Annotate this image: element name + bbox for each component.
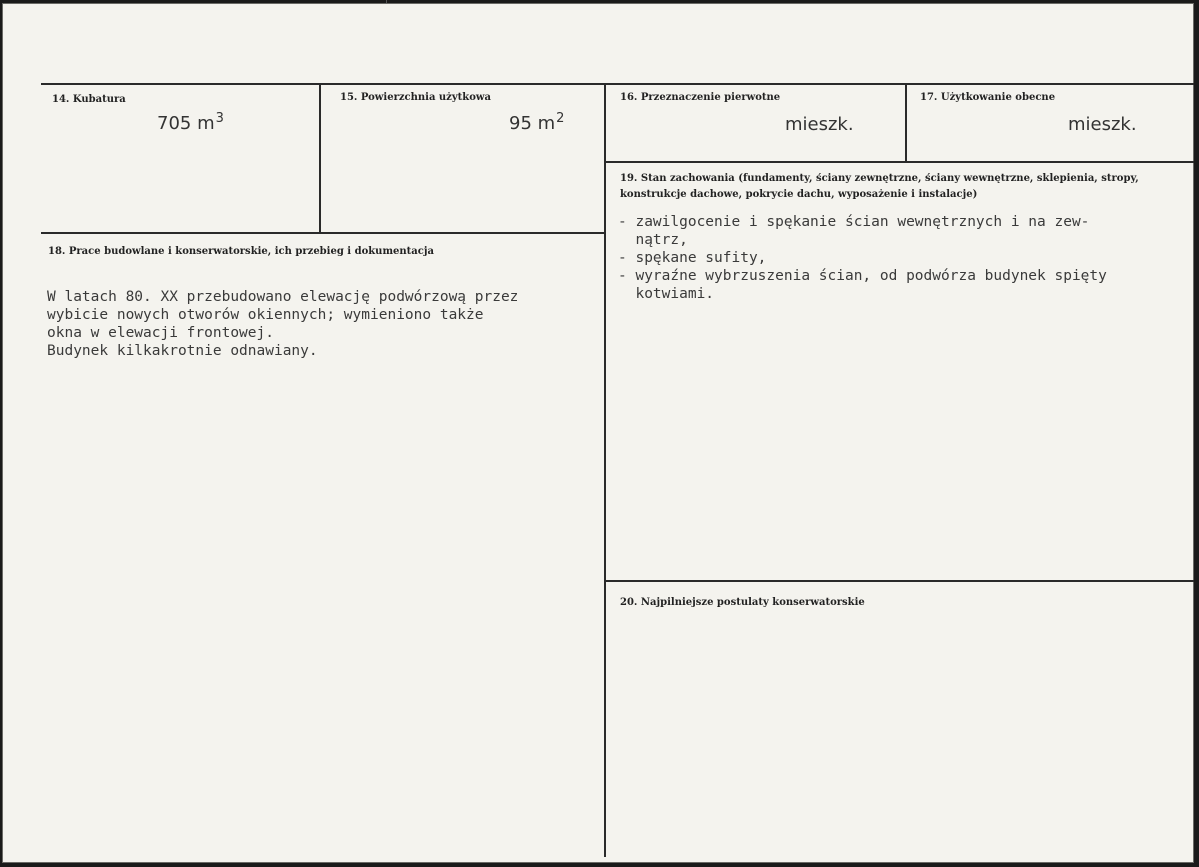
field-19-line: kotwiami. — [618, 286, 715, 302]
field-16-label: 16. Przeznaczenie pierwotne — [620, 92, 781, 103]
field-14-value — [157, 111, 224, 134]
divider-16-17 — [905, 83, 907, 163]
field-18-line: W latach 80. XX przebudowano elewację podwórzową przez — [47, 289, 519, 305]
field-18-label: 18. Prace budowlane i konserwatorskie, ich przebieg i dokumentacja — [48, 246, 434, 257]
field-18-line: okna w elewacji frontowej. — [47, 325, 274, 341]
divider-row1-right — [605, 161, 1194, 163]
divider-14-15 — [319, 83, 321, 234]
field-20-label: 20. Najpilniejsze postulaty konserwatorskie — [620, 597, 865, 608]
field-17-value: mieszk. — [1068, 114, 1137, 135]
divider-row1-left — [41, 232, 605, 234]
divider-19-20 — [605, 580, 1194, 582]
divider-main — [604, 83, 606, 857]
field-18-line: wybicie nowych otworów okiennych; wymieniono także — [47, 307, 484, 323]
field-19-text — [618, 213, 1107, 303]
field-15-value — [509, 111, 564, 134]
field-16-value: mieszk. — [785, 114, 854, 135]
field-18-line: Budynek kilkakrotnie odnawiany. — [47, 343, 318, 359]
kubatura-value: 705 m — [157, 113, 215, 134]
field-15-label: 15. Powierzchnia użytkowa — [340, 92, 491, 103]
field-17-label: 17. Użytkowanie obecne — [920, 92, 1056, 103]
divider-top — [41, 83, 1194, 85]
powierzchnia-exponent: 2 — [556, 111, 565, 126]
field-14-label: 14. Kubatura — [52, 94, 126, 105]
field-19-line: - wyraźne wybrzuszenia ścian, od podwórza budynek spięty — [618, 268, 1107, 284]
kubatura-exponent: 3 — [215, 111, 224, 126]
field-19-line: nątrz, — [618, 232, 688, 248]
field-19-line: - spękane sufity, — [618, 250, 767, 266]
powierzchnia-value: 95 m — [509, 113, 556, 134]
field-19-line: - zawilgocenie i spękanie ścian wewnętrznych i na zew- — [618, 214, 1090, 230]
field-19-label: 19. Stan zachowania (fundamenty, ściany zewnętrzne, ściany wewnętrzne, sklepienia, stropy, konstrukcje dachowe, pokrycie dachu, wyposażenie i instalacje) — [620, 173, 1139, 200]
field-18-text — [47, 288, 518, 360]
record-card — [2, 3, 1194, 863]
